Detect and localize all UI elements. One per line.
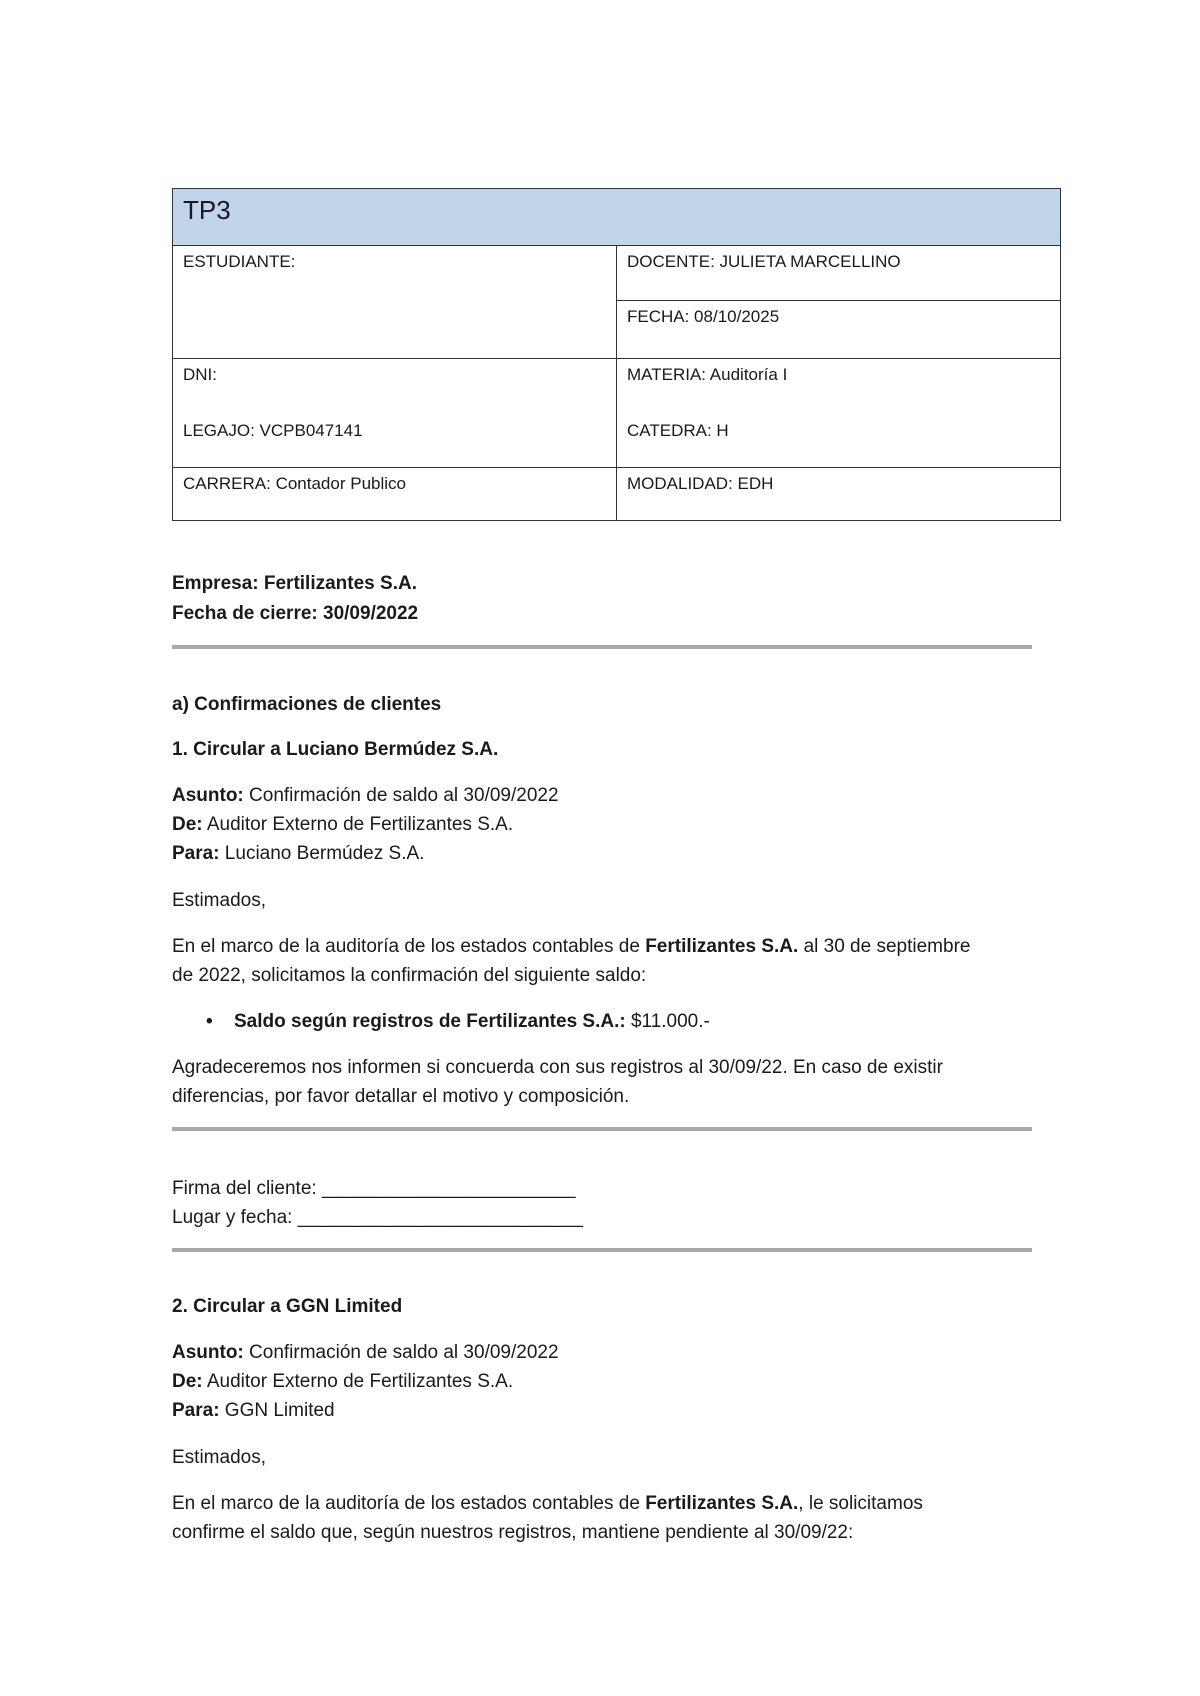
item2-paragraph1-line2: confirme el saldo que, según nuestros registros, mantiene pendiente al 30/09/22:: [172, 1522, 854, 1543]
item1-bullet: [206, 1009, 710, 1035]
para-label: Para:: [172, 1400, 220, 1421]
item1-greeting: Estimados,: [172, 890, 266, 911]
item2-greeting: Estimados,: [172, 1447, 266, 1468]
p1-text-end: , le solicitamos: [798, 1493, 923, 1514]
modalidad-cell: [617, 468, 1061, 521]
item1-paragraph2-line1: Agradeceremos nos informen si concuerda con sus registros al 30/09/22. En caso de existir: [172, 1057, 943, 1078]
asunto-label: Asunto:: [172, 785, 244, 806]
item1-paragraph1-line2: de 2022, solicitamos la confirmación del siguiente saldo:: [172, 965, 647, 986]
estudiante-label: ESTUDIANTE:: [183, 252, 296, 271]
divider: [172, 1127, 1032, 1131]
fecha-cell: [617, 301, 1061, 359]
bullet-label: Saldo según registros de Fertilizantes S.A.:: [234, 1011, 626, 1032]
item1-paragraph1-line1: [172, 934, 970, 960]
lugar-fecha-line: Lugar y fecha: ___________________________: [172, 1207, 583, 1228]
de-value: Auditor Externo de Fertilizantes S.A.: [202, 814, 514, 835]
p1-text-end: al 30 de septiembre: [798, 936, 971, 957]
bullet-value: $11.000.-: [625, 1011, 710, 1032]
materia-label: MATERIA: Auditoría I: [627, 365, 788, 384]
de-value: Auditor Externo de Fertilizantes S.A.: [202, 1371, 514, 1392]
p1-company: Fertilizantes S.A.: [645, 1493, 799, 1514]
bullet-dot: •: [206, 1011, 213, 1032]
divider: [172, 645, 1032, 649]
p1-text: En el marco de la auditoría de los estados contables de: [172, 936, 646, 957]
para-value: Luciano Bermúdez S.A.: [219, 843, 425, 864]
carrera-cell: [173, 468, 617, 521]
item1-asunto: [172, 783, 559, 809]
firma-line: Firma del cliente: ________________________: [172, 1178, 576, 1199]
item1-de: [172, 812, 513, 838]
header-table: [172, 188, 1061, 521]
item1-title: 1. Circular a Luciano Bermúdez S.A.: [172, 739, 499, 760]
docente-cell: [617, 246, 1061, 301]
para-value: GGN Limited: [219, 1400, 335, 1421]
p1-company: Fertilizantes S.A.: [645, 936, 799, 957]
docente-label: DOCENTE: JULIETA MARCELLINO: [627, 252, 901, 271]
asunto-value: Confirmación de saldo al 30/09/2022: [243, 785, 559, 806]
item2-asunto: [172, 1340, 559, 1366]
dni-label: DNI:: [183, 365, 217, 384]
header-title: TP3: [173, 189, 1061, 246]
item1-paragraph2-line2: diferencias, por favor detallar el motivo y composición.: [172, 1086, 630, 1107]
fecha-label: FECHA: 08/10/2025: [627, 307, 780, 327]
section-a-title: a) Confirmaciones de clientes: [172, 694, 442, 715]
item2-de: [172, 1369, 513, 1395]
dni-legajo-cell: [173, 359, 617, 468]
para-label: Para:: [172, 843, 220, 864]
de-label: De:: [172, 1371, 203, 1392]
asunto-value: Confirmación de saldo al 30/09/2022: [243, 1342, 559, 1363]
fecha-cierre-line: Fecha de cierre: 30/09/2022: [172, 603, 419, 624]
item2-para: [172, 1398, 335, 1424]
divider: [172, 1248, 1032, 1252]
carrera-label: CARRERA: Contador Publico: [183, 474, 406, 493]
item2-title: 2. Circular a GGN Limited: [172, 1296, 403, 1317]
item1-para: [172, 841, 424, 867]
item2-paragraph1-line1: [172, 1491, 923, 1517]
asunto-label: Asunto:: [172, 1342, 244, 1363]
materia-catedra-cell: [617, 359, 1061, 468]
de-label: De:: [172, 814, 203, 835]
empresa-line: Empresa: Fertilizantes S.A.: [172, 573, 417, 594]
catedra-label: CATEDRA: H: [627, 421, 729, 440]
p1-text: En el marco de la auditoría de los estados contables de: [172, 1493, 646, 1514]
estudiante-cell: [173, 246, 617, 359]
modalidad-label: MODALIDAD: EDH: [627, 474, 774, 493]
legajo-label: LEGAJO: VCPB047141: [183, 421, 363, 440]
